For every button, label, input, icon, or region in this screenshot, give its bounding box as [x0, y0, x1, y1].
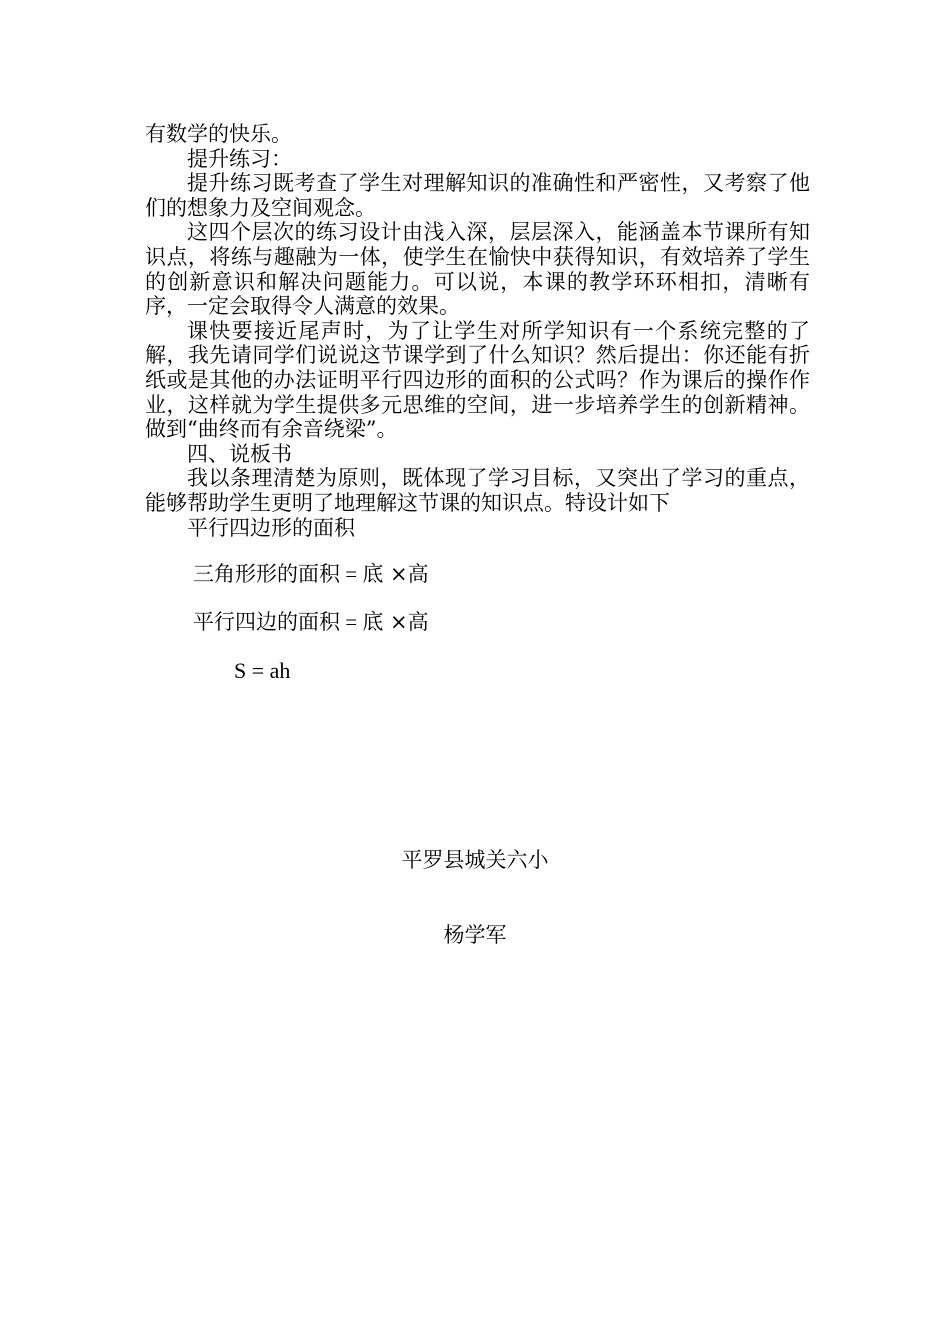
equals-sign: =: [340, 562, 363, 586]
board-title: 平行四边形的面积: [187, 515, 355, 540]
equation-right: 底 ×高: [362, 610, 429, 634]
paragraph: 提升练习既考查了学生对理解知识的准确性和严密性，又考察了他们的想象力及空间观念。: [145, 171, 810, 220]
equation-left: 平行四边的面积: [193, 610, 340, 634]
paragraph: 这四个层次的练习设计由浅入深，层层深入，能涵盖本节课所有知识点，将练与趣融为一体，使学生在愉快中获得知识，有效培养了学生的创新意识和解决问题能力。可以说，本课的教学环环相扣，清晰有序，一定会取得令人满意的效果。: [145, 220, 810, 319]
equation-right: 底 ×高: [362, 562, 429, 586]
paragraph: 我以条理清楚为原则，既体现了学习目标，又突出了学习的重点，能够帮助学生更明了地理解这节课的知识点。特设计如下: [145, 466, 810, 515]
equation-left: 三角形形的面积: [193, 562, 340, 586]
section-heading: 四、说板书: [187, 441, 292, 466]
paragraph: 提升练习：: [187, 146, 292, 171]
paragraph: 有数学的快乐。: [145, 122, 292, 146]
author-name: 杨学军: [443, 923, 507, 947]
board-equation-triangle: [193, 562, 429, 586]
area-formula: S = ah: [234, 658, 291, 683]
board-equation-parallelogram: [193, 610, 429, 634]
school-name: 平罗县城关六小: [401, 848, 549, 872]
paragraph: 课快要接近尾声时，为了让学生对所学知识有一个系统完整的了解，我先请同学们说说这节课学到了什么知识？然后提出：你还能有折纸或是其他的办法证明平行四边形的面积的公式吗？作为课后的操作作业，这样就为学生提供多元思维的空间，进一步培养学生的创新精神。做到“曲终而有余音绕梁”。: [145, 318, 810, 442]
body-text: [145, 122, 810, 540]
equals-sign: =: [340, 610, 363, 634]
